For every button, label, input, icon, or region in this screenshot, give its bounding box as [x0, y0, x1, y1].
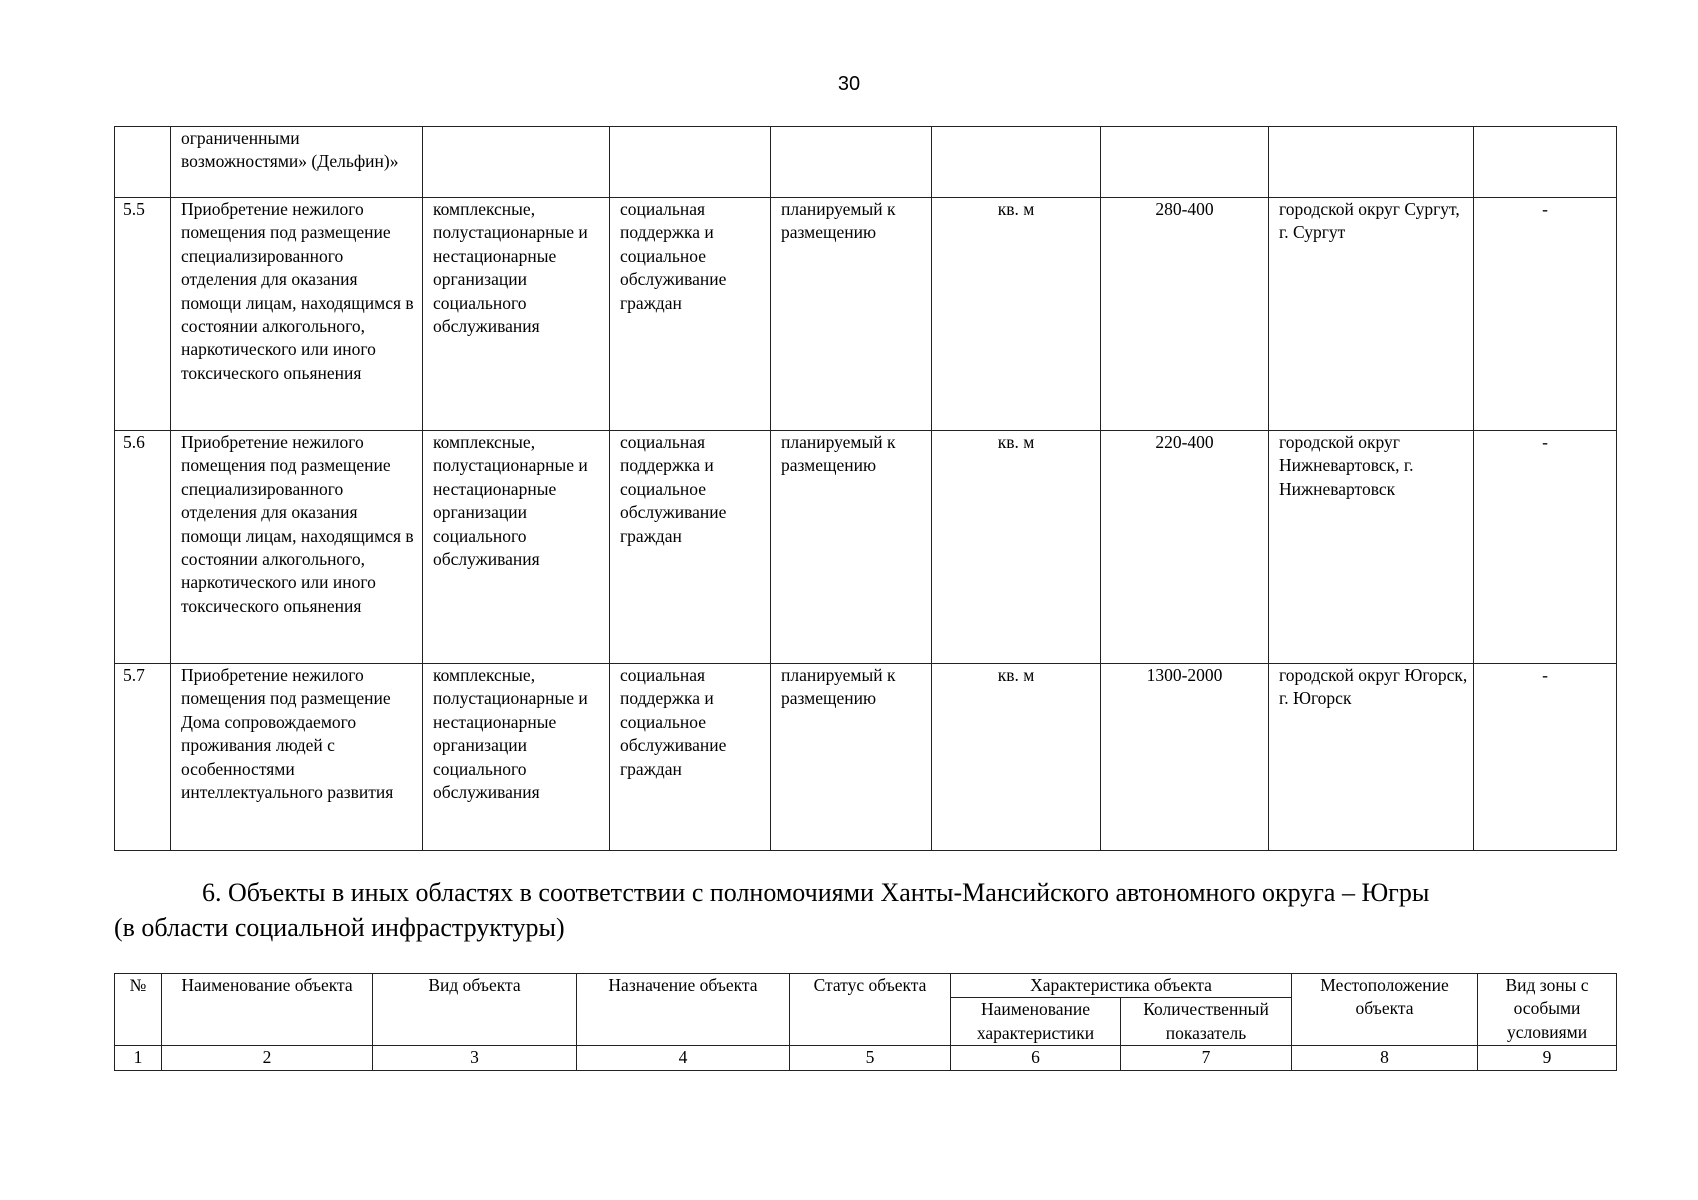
object-name: Приобретение нежилого помещения под размещение Дома сопровождаемого проживания людей с особенностями интеллектуального развития: [171, 664, 423, 851]
characteristic-unit: [932, 127, 1101, 198]
row-number: 5.5: [115, 198, 171, 431]
table-row: [115, 431, 1617, 664]
object-kind: [423, 127, 610, 198]
object-purpose: социальная поддержка и социальное обслуживание граждан: [610, 431, 771, 664]
page-number: 30: [837, 73, 861, 95]
column-number: 1: [115, 1046, 162, 1070]
object-location: городской округ Югорск, г. Югорск: [1269, 664, 1474, 851]
zone-type: -: [1474, 664, 1617, 851]
row-number: 5.7: [115, 664, 171, 851]
column-number: 8: [1292, 1046, 1478, 1070]
section-heading-line-1: 6. Объекты в иных областях в соответствии с полномочиями Ханты-Мансийского автономного округа – Югры: [202, 878, 1430, 907]
header-characteristic-group: Характеристика объекта: [951, 974, 1292, 998]
table-row: [115, 127, 1617, 198]
column-number: 3: [373, 1046, 577, 1070]
object-status: планируемый к размещению: [771, 664, 932, 851]
characteristic-value: 280-400: [1101, 198, 1269, 431]
column-number: 7: [1121, 1046, 1292, 1070]
characteristic-unit: кв. м: [932, 198, 1101, 431]
header-characteristic-name: Наименование характеристики: [951, 998, 1121, 1046]
object-location: городской округ Нижневартовск, г. Нижневартовск: [1269, 431, 1474, 664]
zone-type: [1474, 127, 1617, 198]
column-number: 6: [951, 1046, 1121, 1070]
object-kind: комплексные, полустационарные и нестационарные организации социального обслуживания: [423, 198, 610, 431]
header-number: №: [115, 974, 162, 1046]
header-object-status: Статус объекта: [790, 974, 951, 1046]
object-purpose: социальная поддержка и социальное обслуживание граждан: [610, 198, 771, 431]
column-number-row: [115, 1046, 1617, 1070]
characteristic-value: 220-400: [1101, 431, 1269, 664]
object-name: Приобретение нежилого помещения под размещение специализированного отделения для оказания помощи лицам, находящимся в состоянии алкогольного, наркотического или иного токсического опьянения: [171, 198, 423, 431]
header-zone: Вид зоны с особыми условиями: [1478, 974, 1617, 1046]
column-number: 5: [790, 1046, 951, 1070]
header-object-name: Наименование объекта: [162, 974, 373, 1046]
characteristic-unit: кв. м: [932, 431, 1101, 664]
row-number: [115, 127, 171, 198]
object-kind: комплексные, полустационарные и нестационарные организации социального обслуживания: [423, 664, 610, 851]
characteristic-value: 1300-2000: [1101, 664, 1269, 851]
object-location: [1269, 127, 1474, 198]
characteristic-value: [1101, 127, 1269, 198]
header-location: Местоположение объекта: [1292, 974, 1478, 1046]
header-characteristic-value: Количественный показатель: [1121, 998, 1292, 1046]
table-header-row: [115, 974, 1617, 998]
zone-type: -: [1474, 198, 1617, 431]
column-number: 4: [577, 1046, 790, 1070]
object-purpose: социальная поддержка и социальное обслуживание граждан: [610, 664, 771, 851]
zone-type: -: [1474, 431, 1617, 664]
object-purpose: [610, 127, 771, 198]
column-number: 2: [162, 1046, 373, 1070]
object-status: планируемый к размещению: [771, 431, 932, 664]
table-row: [115, 664, 1617, 851]
object-name: Приобретение нежилого помещения под размещение специализированного отделения для оказания помощи лицам, находящимся в состоянии алкогольного, наркотического или иного токсического опьянения: [171, 431, 423, 664]
row-number: 5.6: [115, 431, 171, 664]
header-object-kind: Вид объекта: [373, 974, 577, 1046]
table-row: [115, 198, 1617, 431]
object-status: [771, 127, 932, 198]
section-heading-line-2: (в области социальной инфраструктуры): [114, 913, 565, 942]
object-location: городской округ Сургут, г. Сургут: [1269, 198, 1474, 431]
object-name: ограниченными возможностями» (Дельфин)»: [171, 127, 423, 198]
object-kind: комплексные, полустационарные и нестационарные организации социального обслуживания: [423, 431, 610, 664]
section-heading: [114, 875, 1616, 945]
header-object-purpose: Назначение объекта: [577, 974, 790, 1046]
section-6-table: [114, 973, 1617, 1071]
column-number: 9: [1478, 1046, 1617, 1070]
characteristic-unit: кв. м: [932, 664, 1101, 851]
object-status: планируемый к размещению: [771, 198, 932, 431]
objects-table: [114, 126, 1617, 851]
